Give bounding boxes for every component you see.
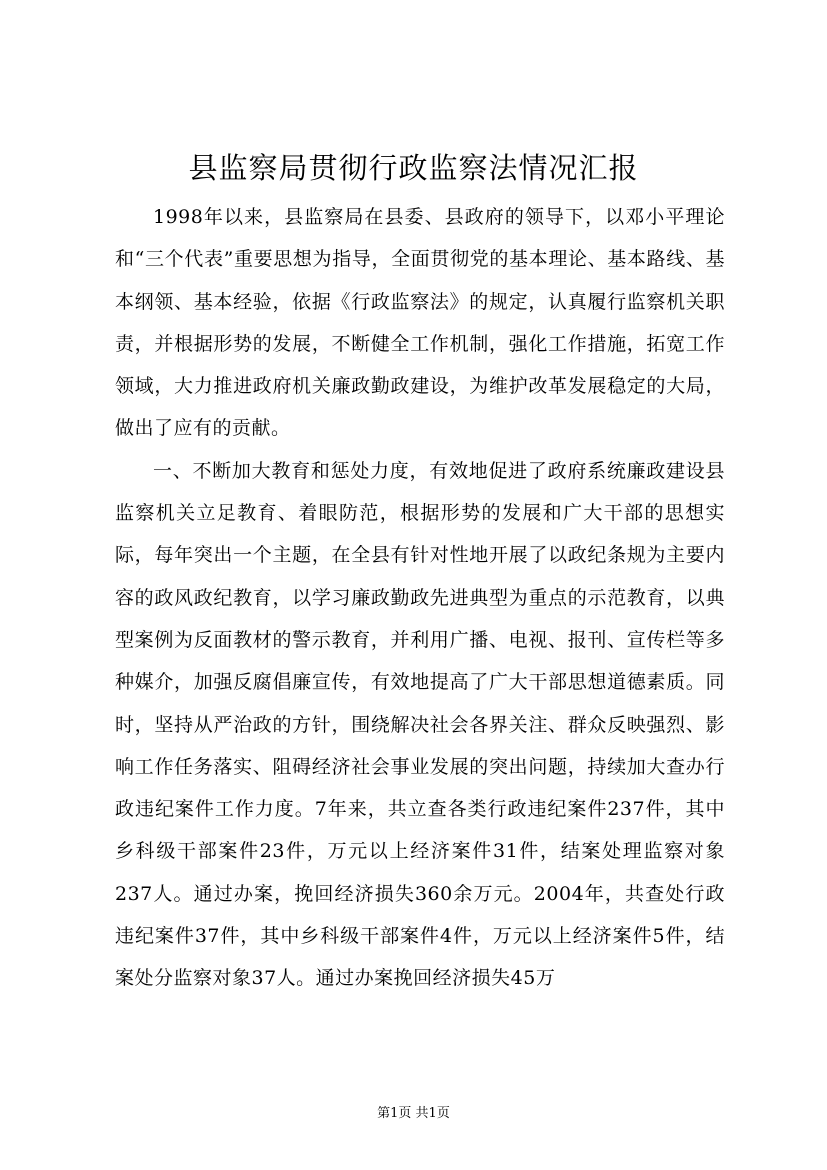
document-body — [115, 196, 725, 1000]
page-footer: 第1页 共1页 — [377, 1106, 450, 1121]
paragraph-intro: 1998年以来，县监察局在县委、县政府的领导下，以邓小平理论和“三个代表”重要思想为指导，全面贯彻党的基本理论、基本路线、基本纲领、基本经验，依据《行政监察法》的规定，认真履行监察机关职责，并根据形势的发展，不断健全工作机制，强化工作措施，拓宽工作领域，大力推进政府机关廉政勤政建设，为维护改革发展稳定的大局，做出了应有的贡献。 — [115, 206, 725, 440]
document-title: 县监察局贯彻行政监察法情况汇报 — [188, 151, 639, 185]
paragraph-section-one: 一、不断加大教育和惩处力度，有效地促进了政府系统廉政建设县监察机关立足教育、着眼防范，根据形势的发展和广大干部的思想实际，每年突出一个主题，在全县有针对性地开展了以政纪条规为主要内容的政风政纪教育，以学习廉政勤政先进典型为重点的示范教育，以典型案例为反面教材的警示教育，并利用广播、电视、报刊、宣传栏等多种媒介，加强反腐倡廉宣传，有效地提高了广大干部思想道德素质。同时，坚持从严治政的方针，围绕解决社会各界关注、群众反映强烈、影响工作任务落实、阻碍经济社会事业发展的突出问题，持续加大查办行政违纪案件工作力度。7年来，共立查各类行政违纪案件237件，其中乡科级干部案件23件，万元以上经济案件31件，结案处理监察对象237人。通过办案，挽回经济损失360余万元。2004年，共查处行政违纪案件37件，其中乡科级干部案件4件，万元以上经济案件5件，结案处分监察对象37人。通过办案挽回经济损失45万 — [115, 459, 725, 990]
